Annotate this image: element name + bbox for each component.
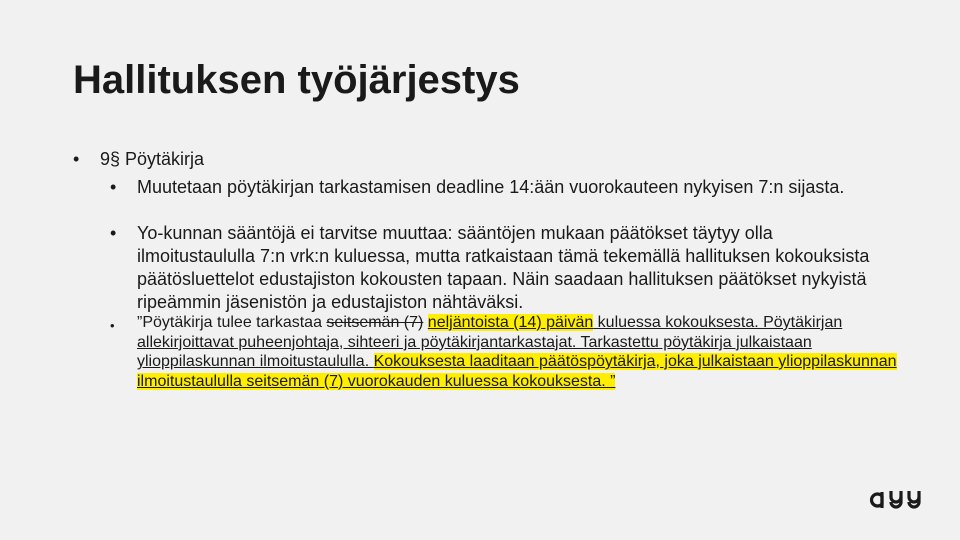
- highlight-text: Kokouksesta laaditaan päätöspöytäkirja, joka julkaistaan ylioppilaskunnan ilmoitustaululla seitsemän (7) vuorokauden kuluessa kokouksesta. ”: [137, 353, 897, 390]
- bullet-dot: •: [110, 177, 117, 197]
- quote-text: kuluessa kokouksesta. Pöytäkirjan allekirjoittavat puheenjohtaja, sihteeri ja pöytäkirjantarkastajat. Tarkastettu pöytäkirja julkaistaan ylioppilaskunnan ilmoitustaululla.: [137, 314, 843, 370]
- struck-text: seitsemän (7): [326, 314, 424, 331]
- bullet-dot: •: [73, 149, 80, 169]
- page-title: Hallituksen työjärjestys: [73, 58, 520, 102]
- bullet-dot: •: [110, 223, 117, 243]
- quote-text: ”Pöytäkirja tulee tarkastaa: [137, 314, 327, 331]
- ayy-logo: [868, 488, 926, 510]
- highlight-text: neljäntoista (14) päivän: [427, 314, 594, 331]
- section-heading: 9§ Pöytäkirja: [100, 149, 205, 169]
- list-item-deadline: Muutetaan pöytäkirjan tarkastamisen deadline 14:ään vuorokauteen nykyisen 7:n sijasta.: [137, 177, 845, 197]
- bullet-dot: •: [110, 318, 115, 333]
- quote-block: [137, 313, 897, 391]
- list-item-rules: Yo-kunnan sääntöjä ei tarvitse muuttaa: sääntöjen mukaan päätökset täytyy olla ilmoitustaululla 7:n vrk:n kuluessa, mutta ratkaistaan tämä tekemällä hallituksen kokouksista päätösluettelot edustajiston kokousten tapaan. Näin saadaan hallituksen päätökset nykyistä ripeämmin jäsenistön ja edustajiston nähtäväksi.: [137, 223, 870, 312]
